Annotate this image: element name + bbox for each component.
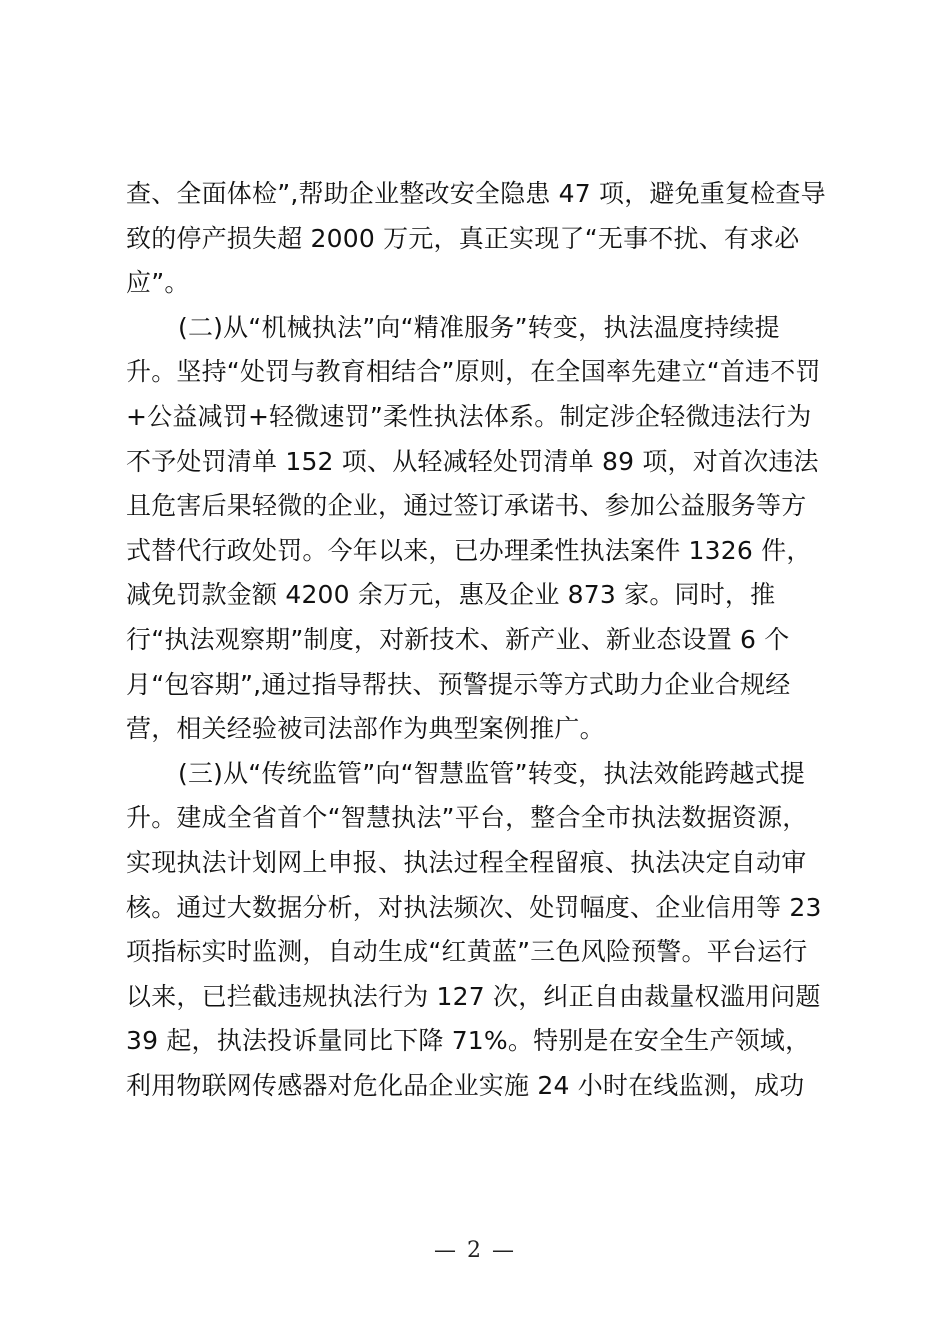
text-line: 行“执法观察期”制度，对新技术、新产业、新业态设置 6 个 xyxy=(126,624,790,654)
text-line: 核。通过大数据分析，对执法频次、处罚幅度、企业信用等 23 xyxy=(126,892,822,922)
text-line: 减免罚款金额 4200 余万元，惠及企业 873 家。同时，推 xyxy=(126,580,776,610)
text-line: 式替代行政处罚。今年以来，已办理柔性执法案件 1326 件， xyxy=(126,535,812,565)
text-line: 营，相关经验被司法部作为典型案例推广。 xyxy=(126,714,605,744)
text-line: 利用物联网传感器对危化品企业实施 24 小时在线监测，成功 xyxy=(126,1070,805,1100)
text-line: 39 起，执法投诉量同比下降 71%。特别是在安全生产领域， xyxy=(126,1026,811,1056)
text-line: 应”。 xyxy=(126,268,190,298)
text-line: 不予处罚清单 152 项、从轻减轻处罚清单 89 项，对首次违法 xyxy=(126,446,819,476)
body-text xyxy=(126,172,836,1108)
text-line: 项指标实时监测，自动生成“红黄蓝”三色风险预警。平台运行 xyxy=(126,937,808,967)
text-line: 以来，已拦截违规执法行为 127 次，纠正自由裁量权滥用问题 xyxy=(126,981,821,1011)
text-line: 升。建成全省首个“智慧执法”平台，整合全市执法数据资源， xyxy=(126,803,808,833)
text-line: +公益减罚+轻微速罚”柔性执法体系。制定涉企轻微违法行为 xyxy=(126,401,812,431)
text-line: 查、全面体检”,帮助企业整改安全隐患 47 项，避免重复检查导 xyxy=(126,179,826,208)
text-line: 致的停产损失超 2000 万元，真正实现了“无事不扰、有求必 xyxy=(126,223,800,253)
section-heading-line: (三)从“传统监管”向“智慧监管”转变，执法效能跨越式提 xyxy=(178,758,805,788)
text-line: 且危害后果轻微的企业，通过签订承诺书、参加公益服务等方 xyxy=(126,491,807,521)
page-number: — 2 — xyxy=(434,1238,516,1263)
text-line: 升。坚持“处罚与教育相结合”原则，在全国率先建立“首违不罚 xyxy=(126,357,821,387)
text-line: 月“包容期”,通过指导帮扶、预警提示等方式助力企业合规经 xyxy=(126,669,791,699)
section-heading-line: (二)从“机械执法”向“精准服务”转变，执法温度持续提 xyxy=(178,312,780,342)
text-line: 实现执法计划网上申报、执法过程全程留痕、执法决定自动审 xyxy=(126,847,807,877)
